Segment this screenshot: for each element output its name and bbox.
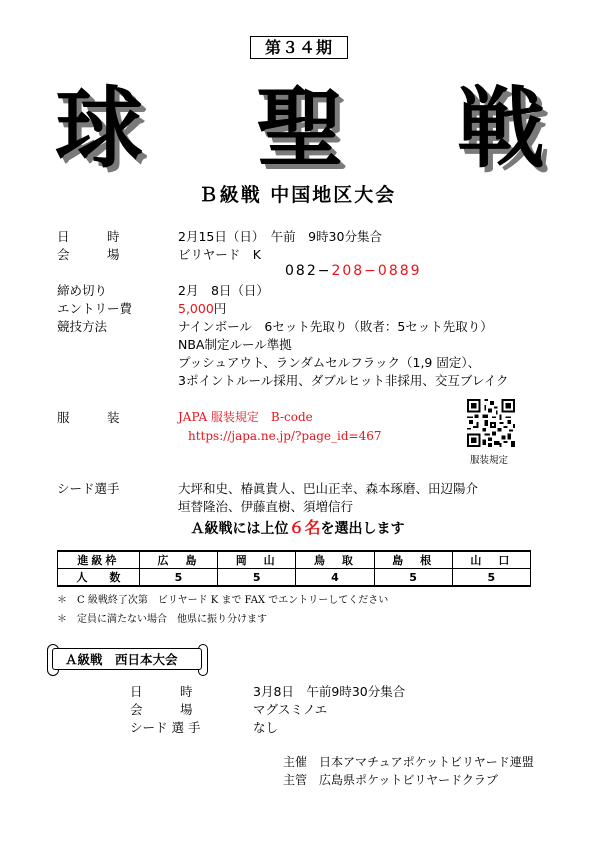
table-cell: 4 [296, 569, 374, 587]
organizer: 主催 日本アマチュアポケットビリヤード連盟 [283, 755, 534, 769]
table-cell: 山 口 [452, 551, 530, 569]
table-cell: 人 数 [58, 569, 140, 587]
notice-highlight: ６名 [288, 518, 321, 537]
title-char-3: 戦 [456, 76, 545, 180]
a-seed-label: シード 選 手 [130, 720, 201, 735]
date-label: 日 時 [57, 229, 120, 244]
edition-badge: 第３４期 [250, 36, 348, 59]
subtitle: Ｂ級戦 中国地区大会 [198, 184, 397, 206]
table-cell: 5 [218, 569, 296, 587]
table-cell: 島 根 [374, 551, 452, 569]
rules-line: プッシュアウト、ランダムセルフラック（1,9 固定）、 [178, 355, 481, 370]
rules-line: NBA制定ルール準拠 [178, 337, 292, 352]
a-venue-value: マグスミノエ [253, 702, 328, 717]
manager: 主管 広島県ポケットビリヤードクラブ [283, 773, 498, 787]
seed-label: シード選手 [57, 481, 120, 496]
note-line: ＊ 定員に満たない場合 他県に振り分けます [57, 614, 267, 625]
deadline-value: 2月 8日（日） [178, 283, 269, 298]
dress-label: 服 装 [57, 410, 120, 425]
table-cell: 進級枠 [58, 551, 140, 569]
a-venue-label: 会 場 [130, 702, 193, 717]
seed-players-line: 垣替隆治、伊藤直樹、須増信行 [178, 499, 354, 514]
title-char-2: 聖 [255, 76, 344, 180]
table-cell: 5 [374, 569, 452, 587]
seed-players-line: 大坪和史、椿眞貴人、巴山正幸、森本琢磨、田辺陽介 [178, 481, 479, 496]
a-date-label: 日 時 [130, 684, 193, 699]
phone-rest: 208−0889 [331, 263, 422, 279]
venue-phone [285, 263, 422, 280]
venue-label: 会 場 [57, 247, 120, 262]
dress-url-link[interactable]: https://japa.ne.jp/?page_id=467 [188, 429, 382, 443]
table-row [58, 551, 531, 569]
rules-line: 3ポイントルール採用、ダブルヒット非採用、交互ブレイク [178, 373, 509, 388]
qr-code-icon[interactable] [467, 399, 515, 447]
title-char-1: 球 [55, 76, 144, 180]
fee-label: エントリー費 [57, 301, 133, 316]
venue-value: ビリヤード K [178, 247, 261, 262]
quota-table [57, 550, 531, 587]
a-class-banner: Ａ級戦 西日本大会 [52, 648, 202, 670]
notice-suffix: を選出します [320, 521, 405, 537]
rules-label: 競技方法 [57, 319, 108, 334]
dress-value: JAPA 服装規定 B-code [178, 410, 313, 424]
fee-amount: 5,000 [178, 301, 214, 316]
table-row [58, 569, 531, 587]
deadline-label: 締め切り [57, 283, 108, 298]
table-cell: 5 [139, 569, 217, 587]
a-date-value: 3月8日 午前9時30分集合 [253, 684, 406, 699]
rules-line: ナインボール 6セット先取り（敗者：5セット先取り） [178, 319, 493, 334]
table-cell: 岡 山 [218, 551, 296, 569]
phone-prefix: 082− [285, 263, 332, 279]
notice-prefix: Ａ級戦には上位 [190, 521, 289, 537]
date-value: 2月15日（日） 午前 9時30分集合 [178, 229, 382, 244]
promotion-notice [0, 515, 595, 538]
table-cell: 鳥 取 [296, 551, 374, 569]
page-title [55, 62, 545, 182]
note-line: ＊ C 級戦終了次第 ビリヤード K まで FAX でエントリーしてください [57, 595, 389, 606]
a-seed-value: なし [253, 720, 279, 735]
table-cell: 5 [452, 569, 530, 587]
fee-value [178, 300, 226, 317]
table-cell: 広 島 [139, 551, 217, 569]
qr-caption: 服装規定 [470, 455, 509, 466]
fee-unit: 円 [213, 301, 227, 316]
